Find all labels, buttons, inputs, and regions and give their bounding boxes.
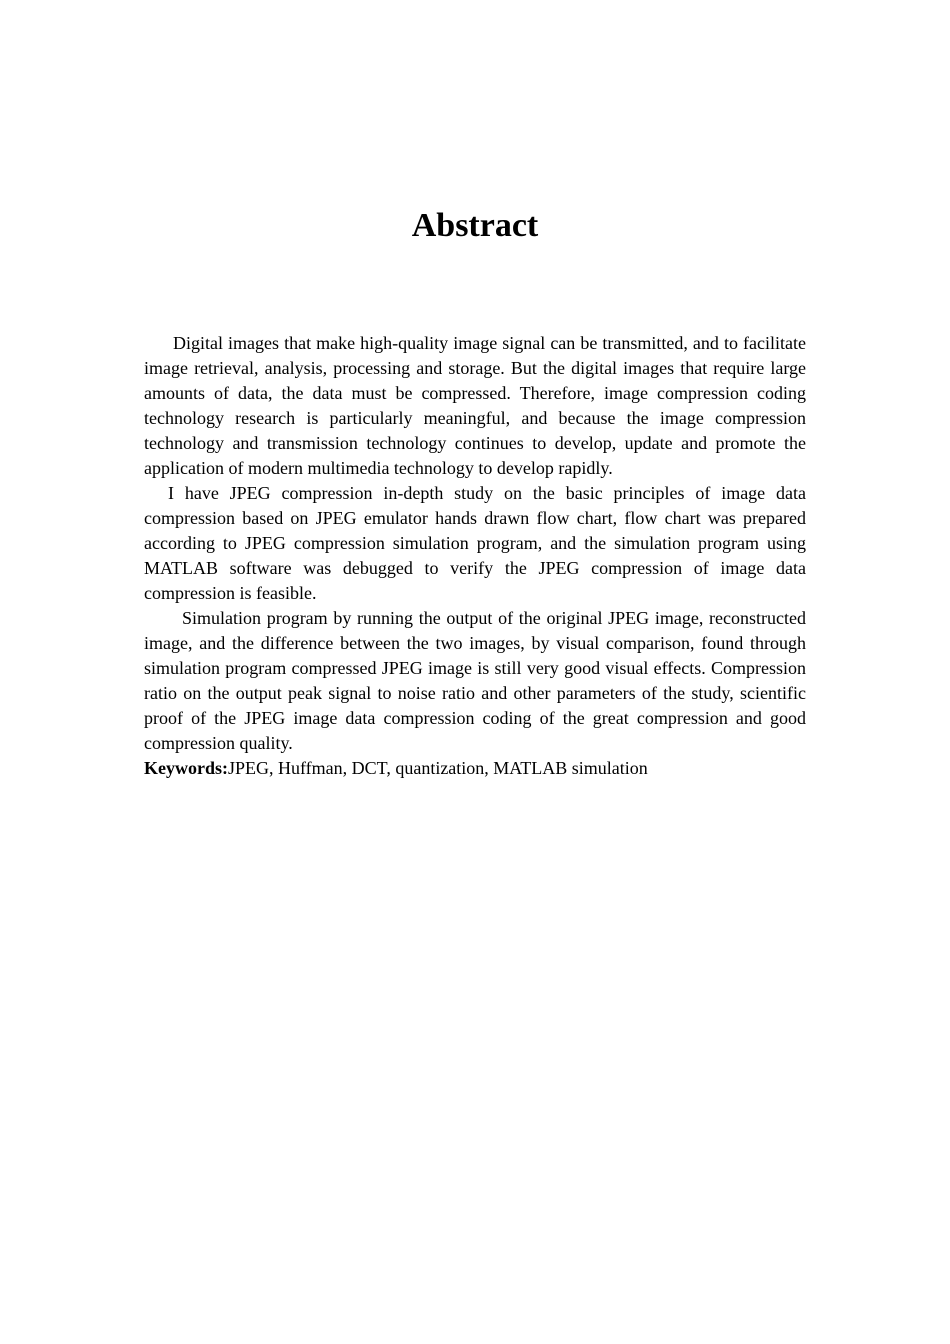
- abstract-body: [144, 331, 806, 781]
- abstract-paragraph-1: Digital images that make high-quality image signal can be transmitted, and to facilitate image retrieval, analysis, processing and storage. But the digital images that require large amounts of data, the data must be compressed. Therefore, image compression coding technology research is particularly meaningful, and because the image compression technology and transmission technology continues to develop, update and promote the application of modern multimedia technology to develop rapidly.: [144, 333, 806, 478]
- keywords-line: [144, 756, 806, 781]
- page-title: Abstract: [411, 207, 539, 244]
- keywords-label: Keywords:: [144, 758, 228, 778]
- abstract-paragraph-3: Simulation program by running the output of the original JPEG image, reconstructed image, and the difference between the two images, by visual comparison, found through simulation program compressed JPEG image is still very good visual effects. Compression ratio on the output peak signal to noise ratio and other parameters of the study, scientific proof of the JPEG image data compression coding of the great compression and good compression quality.: [144, 608, 806, 753]
- keywords-value: JPEG, Huffman, DCT, quantization, MATLAB simulation: [228, 758, 648, 778]
- abstract-paragraph-2: I have JPEG compression in-depth study on the basic principles of image data compression based on JPEG emulator hands drawn flow chart, flow chart was prepared according to JPEG compression simulation program, and the simulation program using MATLAB software was debugged to verify the JPEG compression of image data compression is feasible.: [144, 483, 806, 603]
